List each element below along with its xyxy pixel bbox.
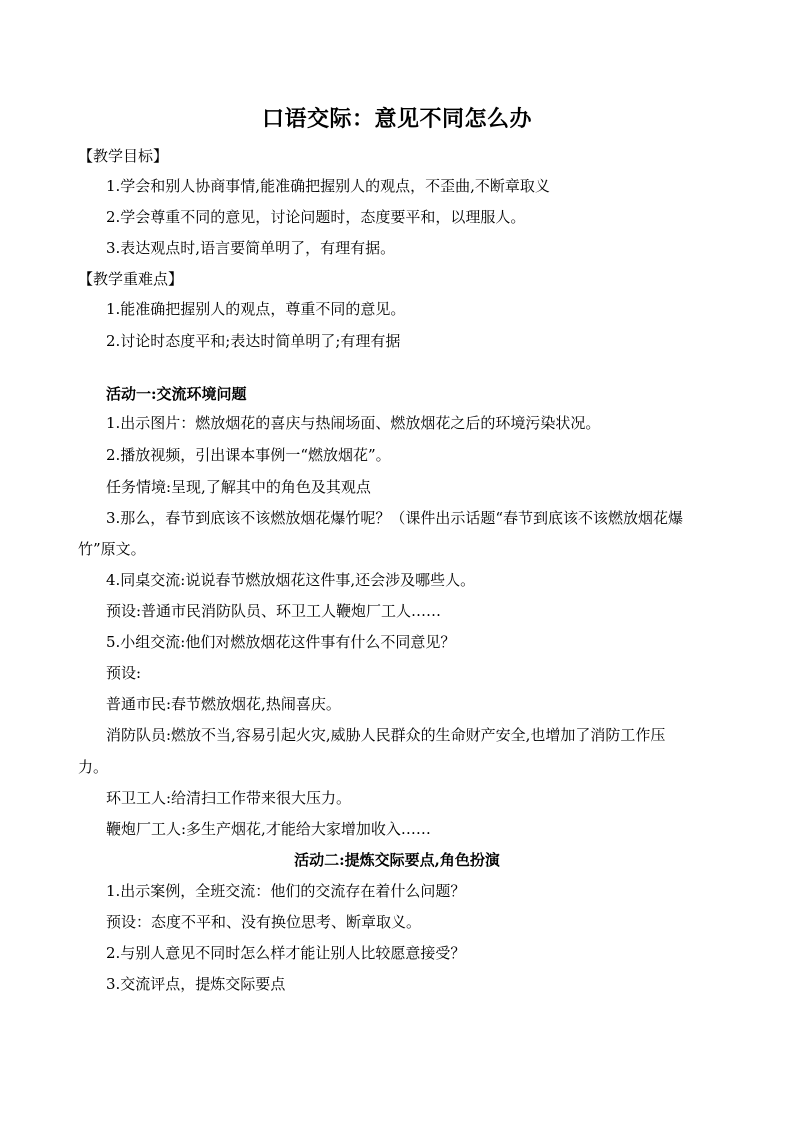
- key-point-item: 1.能准确把握别人的观点，尊重不同的意见。: [106, 300, 406, 318]
- activity1-line: 5.小组交流:他们对燃放烟花这件事有什么不同意见？: [106, 633, 456, 651]
- activity1-heading: 活动一:交流环境问题: [106, 385, 247, 403]
- activity1-line: 竹”原文。: [78, 540, 146, 558]
- activity1-line: 1.出示图片：燃放烟花的喜庆与热闹场面、燃放烟花之后的环境污染状况。: [106, 414, 601, 432]
- activity1-line: 3.那么，春节到底该不该燃放烟花爆竹呢？（课件出示话题“春节到底该不该燃放烟花爆: [106, 509, 683, 527]
- page-title: 口语交际：意见不同怎么办: [261, 106, 532, 132]
- activity1-line: 2.播放视频，引出课本事例一“燃放烟花”。: [106, 446, 391, 464]
- key-points-heading: 【教学重难点】: [78, 270, 184, 288]
- activity2-line: 1.出示案例，全班交流：他们的交流存在着什么问题？: [106, 882, 466, 900]
- objectives-heading: 【教学目标】: [78, 147, 169, 165]
- activity1-line: 消防队员:燃放不当,容易引起火灾,威胁人民群众的生命财产安全,也增加了消防工作压: [106, 726, 666, 744]
- objective-item: 3.表达观点时,语言要简单明了，有理有据。: [106, 239, 396, 257]
- activity2-heading: 活动二:提炼交际要点,角色扮演: [294, 851, 500, 869]
- objective-item: 1.学会和别人协商事情,能准确把握别人的观点，不歪曲,不断章取义: [106, 177, 550, 195]
- activity1-line: 预设:: [106, 664, 142, 682]
- activity1-line: 普通市民:春节燃放烟花,热闹喜庆。: [106, 695, 341, 713]
- activity1-line: 预设:普通市民消防队员、环卫工人鞭炮厂工人……: [106, 602, 442, 620]
- activity1-line: 鞭炮厂工人:多生产烟花,才能给大家增加收入……: [106, 820, 431, 838]
- objective-item: 2.学会尊重不同的意见，讨论问题时，态度要平和，以理服人。: [106, 208, 526, 226]
- activity2-line: 预设：态度不平和、没有换位思考、断章取义。: [106, 913, 422, 931]
- activity1-line: 任务情境:呈现,了解其中的角色及其观点: [106, 478, 371, 496]
- activity1-line: 环卫工人:给清扫工作带来很大压力。: [106, 789, 352, 807]
- activity2-line: 3.交流评点，提炼交际要点: [106, 975, 286, 993]
- activity1-line: 力。: [78, 758, 109, 776]
- activity1-line: 4.同桌交流:说说春节燃放烟花这件事,还会涉及哪些人。: [106, 571, 476, 589]
- key-point-item: 2.讨论时态度平和;表达时简单明了;有理有据: [106, 332, 401, 350]
- activity2-line: 2.与别人意见不同时怎么样才能让别人比较愿意接受？: [106, 944, 466, 962]
